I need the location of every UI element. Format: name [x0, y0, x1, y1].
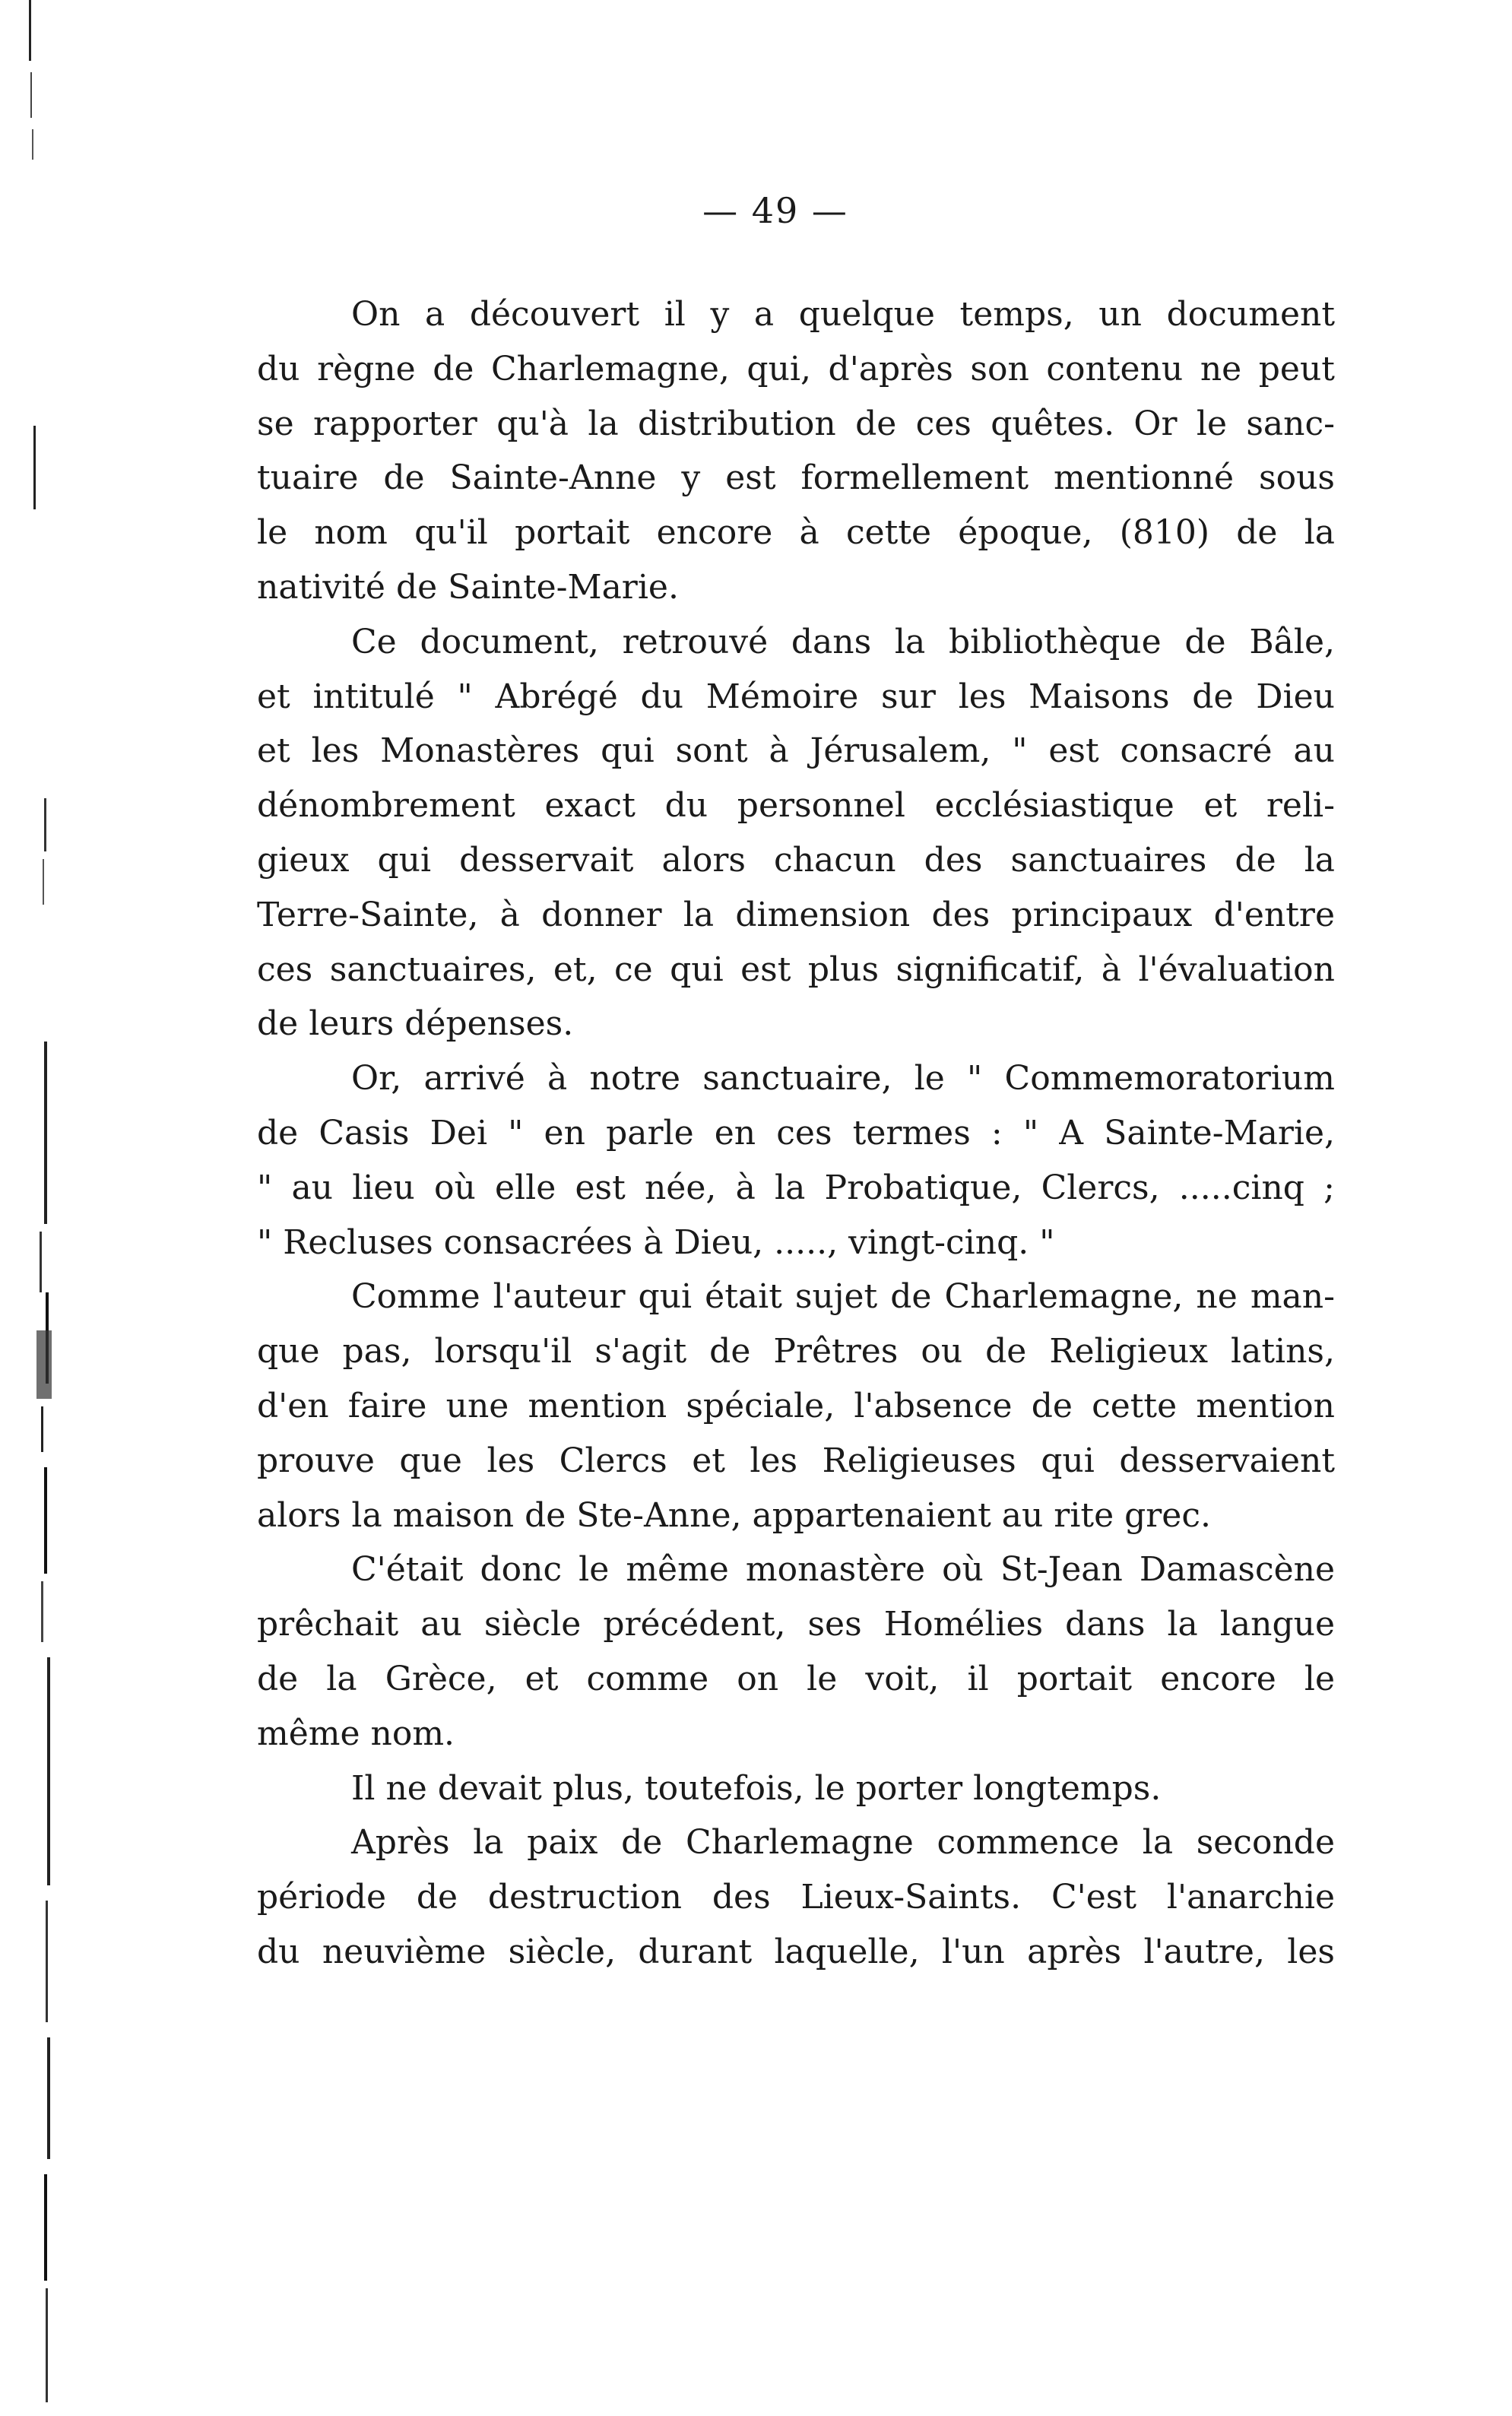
paragraph-1	[257, 287, 1335, 615]
text-line: Comme l'auteur qui était sujet de Charlemagne, ne man-	[351, 1277, 1335, 1317]
paragraph-4	[257, 1270, 1335, 1542]
text-line: alors la maison de Ste-Anne, appartenaient au rite grec.	[257, 1495, 1211, 1535]
text-line: Il ne devait plus, toutefois, le porter longtemps.	[351, 1768, 1162, 1808]
text-line: le nom qu'il portait encore à cette époque, (810) de la	[257, 513, 1335, 553]
paragraph-6	[257, 1761, 1335, 1816]
text-line: nativité de Sainte-Marie.	[257, 567, 679, 607]
body-text	[257, 287, 1335, 1980]
paragraph-3	[257, 1051, 1335, 1270]
text-line: Ce document, retrouvé dans la bibliothèque de Bâle,	[351, 622, 1335, 661]
text-line: prouve que les Clercs et les Religieuses qui desservaient	[257, 1441, 1335, 1480]
text-line: tuaire de Sainte-Anne y est formellement mentionné sous	[257, 458, 1335, 498]
text-line: et intitulé " Abrégé du Mémoire sur les Maisons de Dieu	[257, 677, 1335, 716]
text-line: Après la paix de Charlemagne commence la seconde	[351, 1823, 1335, 1863]
text-line: du règne de Charlemagne, qui, d'après son contenu ne peut	[257, 349, 1335, 388]
text-line: se rapporter qu'à la distribution de ces quêtes. Or le sanc-	[257, 404, 1335, 443]
text-line: même nom.	[257, 1714, 455, 1753]
text-line: On a découvert il y a quelque temps, un document	[351, 295, 1335, 334]
paragraph-2	[257, 615, 1335, 1051]
text-line: prêchait au siècle précédent, ses Homélies dans la langue	[257, 1605, 1335, 1644]
text-line: que pas, lorsqu'il s'agit de Prêtres ou de Religieux latins,	[257, 1332, 1335, 1371]
paragraph-5	[257, 1542, 1335, 1761]
text-line: C'était donc le même monastère où St-Jean Damascène	[351, 1550, 1335, 1590]
page-number: — 49 —	[702, 190, 848, 231]
text-line: " au lieu où elle est née, à la Probatique, Clercs, .....cinq ;	[257, 1168, 1335, 1207]
text-line: de leurs dépenses.	[257, 1004, 574, 1044]
text-line: Terre-Sainte, à donner la dimension des principaux d'entre	[257, 895, 1335, 934]
text-line: gieux qui desservait alors chacun des sanctuaires de la	[257, 840, 1335, 880]
text-line: dénombrement exact du personnel ecclésiastique et reli-	[257, 786, 1335, 826]
text-line: de la Grèce, et comme on le voit, il portait encore le	[257, 1659, 1335, 1698]
text-line: de Casis Dei " en parle en ces termes : " A Sainte-Marie,	[257, 1113, 1335, 1153]
text-line: d'en faire une mention spéciale, l'absence de cette mention	[257, 1386, 1335, 1425]
text-line: période de destruction des Lieux-Saints. C'est l'anarchie	[257, 1878, 1335, 1917]
text-line: du neuvième siècle, durant laquelle, l'un après l'autre, les	[257, 1932, 1335, 1971]
text-line: et les Monastères qui sont à Jérusalem, " est consacré au	[257, 731, 1335, 771]
paragraph-7	[257, 1815, 1335, 1979]
text-line: Or, arrivé à notre sanctuaire, le " Commemoratorium	[351, 1059, 1335, 1099]
text-line: ces sanctuaires, et, ce qui est plus significatif, à l'évaluation	[257, 950, 1335, 989]
scan-binding-edge	[14, 0, 59, 2416]
text-line: " Recluses consacrées à Dieu, ....., vingt-cinq. "	[257, 1222, 1055, 1262]
